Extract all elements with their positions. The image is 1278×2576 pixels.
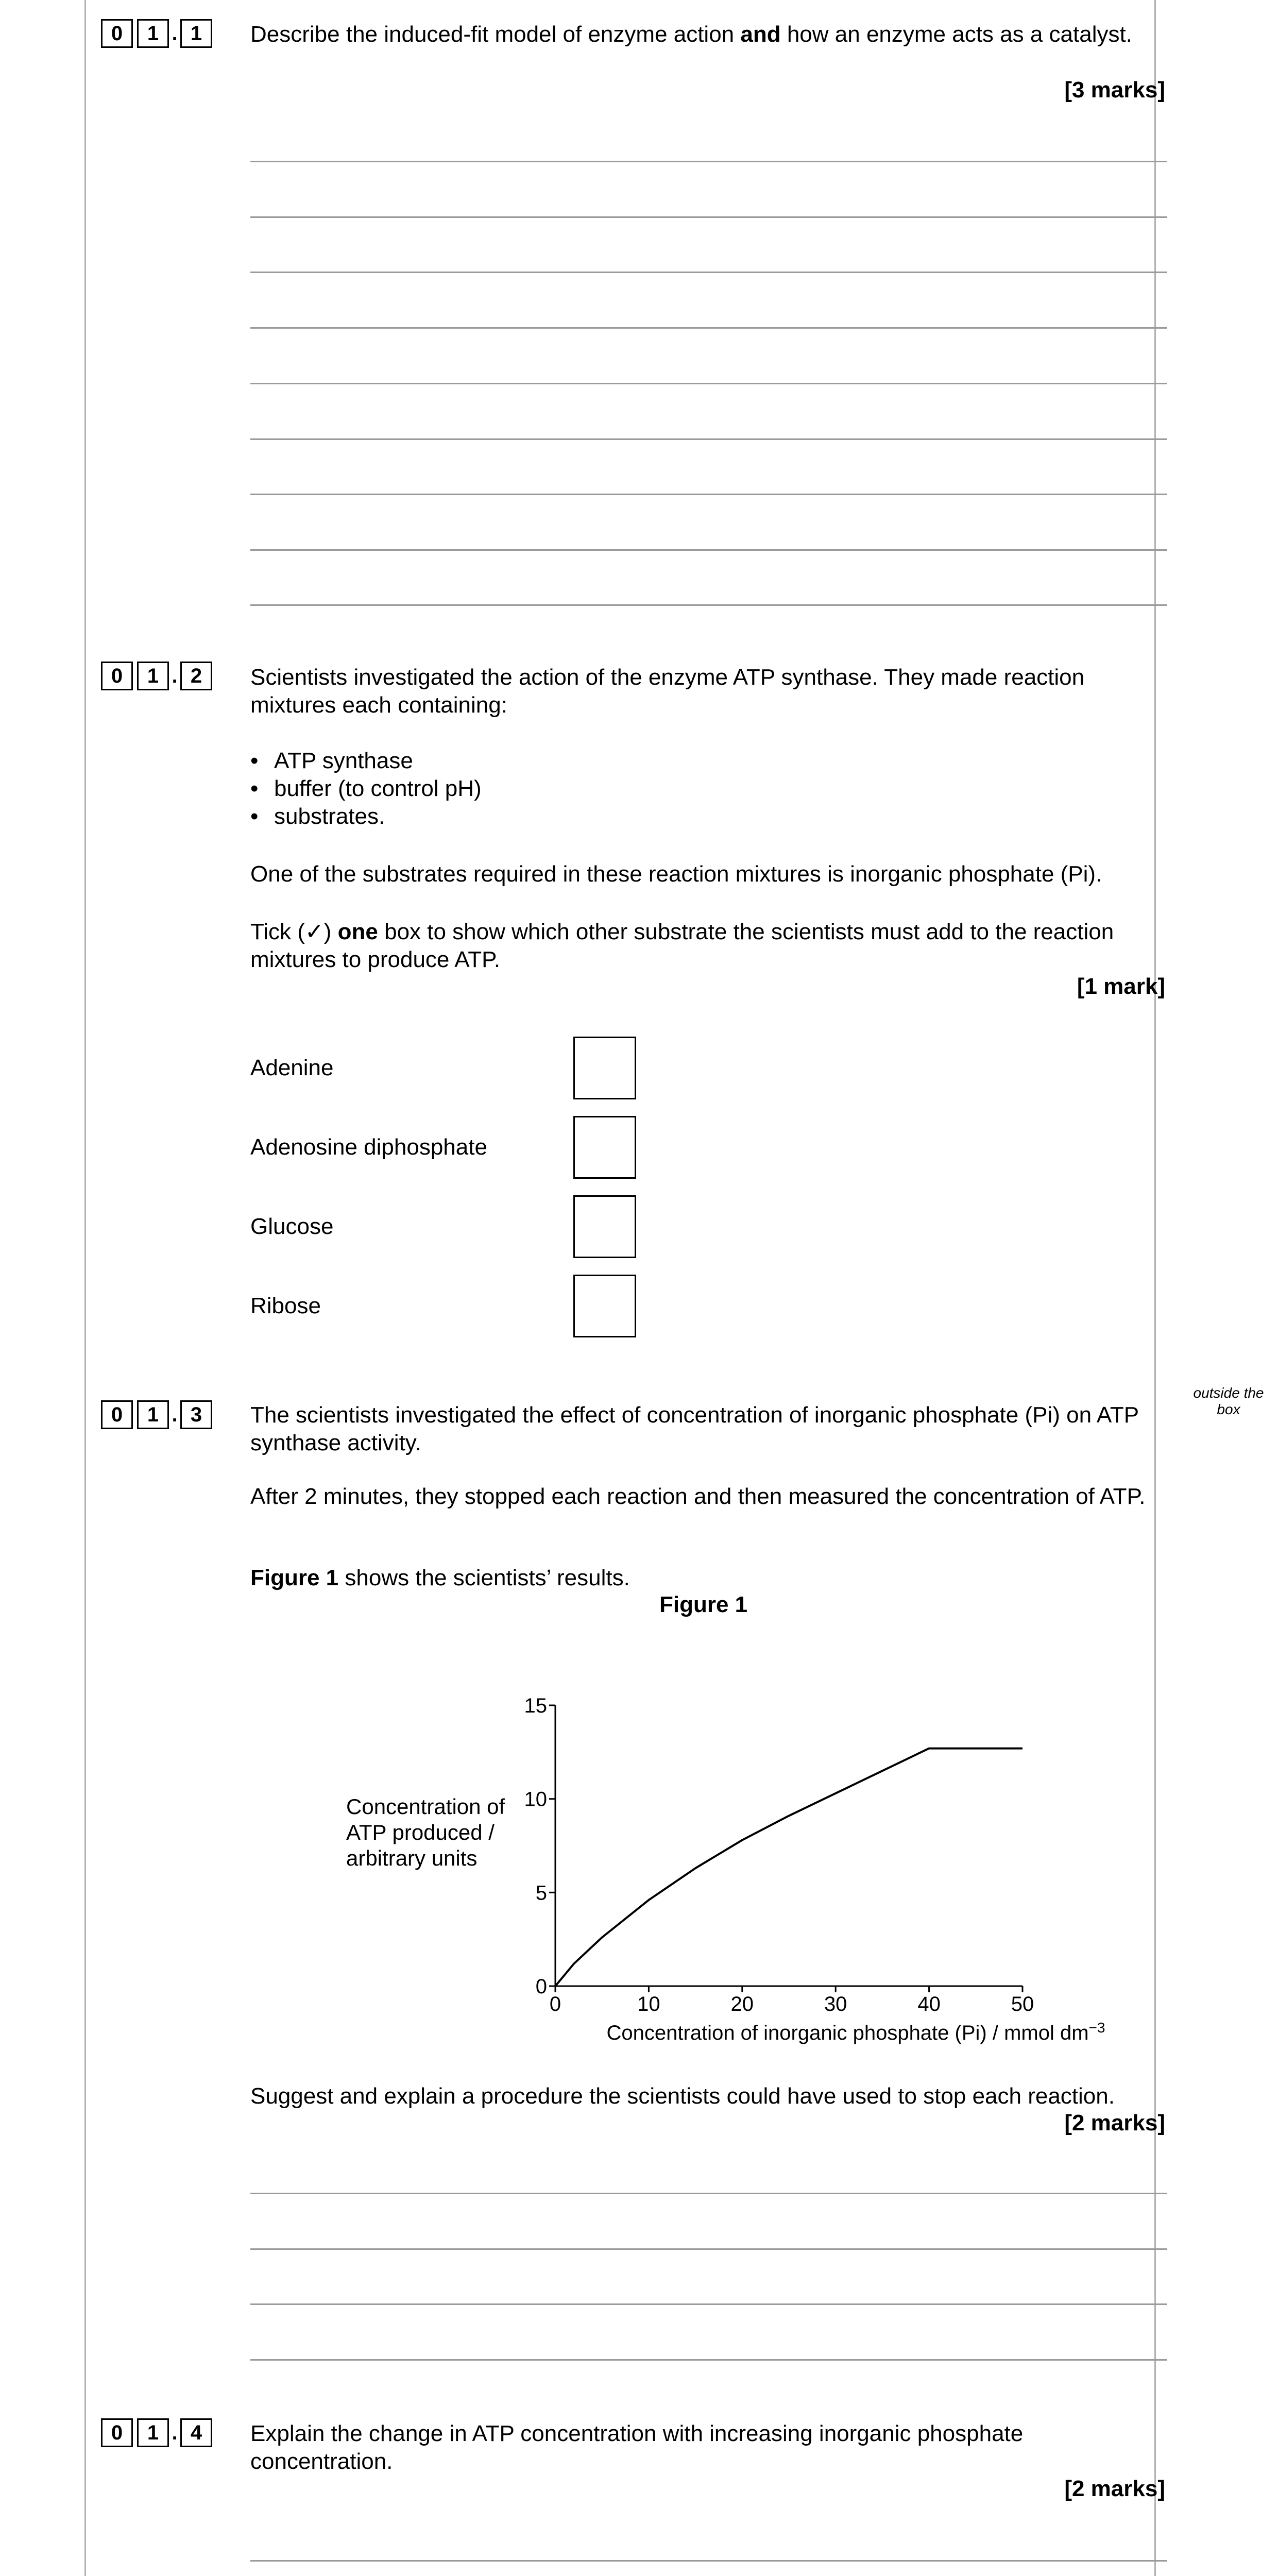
y-axis-label-line: ATP produced / (346, 1820, 495, 1844)
text-part: shows the scientists’ results. (338, 1565, 630, 1590)
question-digit: 0 (101, 1400, 133, 1429)
text-part: Tick (✓) (250, 919, 338, 944)
question-dot: . (172, 22, 178, 45)
question-01-3-intro: The scientists investigated the effect of concentration of inorganic phosphate (Pi) on ATP synthase activity. (250, 1402, 1139, 1455)
list-item: • ATP synthase (250, 747, 482, 775)
answer-line[interactable] (250, 2303, 1167, 2305)
question-digit: 1 (137, 2418, 169, 2447)
x-tick-label: 30 (824, 1993, 847, 2015)
y-axis-label-line: Concentration of (346, 1794, 505, 1819)
option-label-adenine: Adenine (250, 1055, 334, 1080)
question-01-2-para: One of the substrates required in these reaction mixtures is inorganic phosphate (Pi). (250, 861, 1102, 887)
question-number-01-4 (101, 2418, 212, 2447)
question-dot: . (172, 2421, 178, 2444)
option-label-adenosine-diphosphate: Adenosine diphosphate (250, 1134, 487, 1160)
figure-title: Figure 1 (659, 1592, 748, 1617)
answer-line[interactable] (250, 2193, 1167, 2194)
marks-01-4: [2 marks] (1064, 2476, 1165, 2501)
question-01-2-intro: Scientists investigated the action of the enzyme ATP synthase. They made reaction mixtures each containing: (250, 665, 1085, 718)
x-axis-label (607, 2020, 1105, 2044)
question-01-3-suggest: Suggest and explain a procedure the scientists could have used to stop each reaction. (250, 2083, 1115, 2109)
x-tick-label: 0 (549, 1993, 561, 2015)
x-tick-label: 10 (637, 1993, 660, 2015)
y-tick-label: 10 (524, 1788, 547, 1811)
option-label-ribose: Ribose (250, 1293, 321, 1318)
question-digit: 1 (137, 662, 169, 690)
x-tick-label: 40 (917, 1993, 941, 2015)
x-axis-label-text: Concentration of inorganic phosphate (Pi) / mmol dm (606, 2022, 1089, 2044)
x-tick-label: 50 (1011, 1993, 1034, 2015)
question-01-4-text: Explain the change in ATP concentration with increasing inorganic phosphate concentration. (250, 2421, 1024, 2474)
y-tick-label: 0 (535, 1975, 547, 1998)
question-digit: 4 (180, 2418, 212, 2447)
text-part: how an enzyme acts as a catalyst. (780, 22, 1132, 47)
y-axis-label-line: arbitrary units (346, 1846, 478, 1870)
marks-01-3: [2 marks] (1064, 2110, 1165, 2136)
text-part: box to show which other substrate the scientists must add to the reaction mixtures to produce ATP. (250, 919, 1114, 972)
answer-line[interactable] (250, 2248, 1167, 2250)
question-digit: 1 (137, 1400, 169, 1429)
question-digit: 0 (101, 19, 133, 48)
x-axis-label-superscript: −3 (1088, 2020, 1105, 2036)
list-item: • substrates. (250, 803, 482, 831)
marks-01-1: [3 marks] (1064, 77, 1165, 103)
question-digit: 2 (180, 662, 212, 690)
y-tick-label: 15 (524, 1694, 547, 1717)
question-digit: 3 (180, 1400, 212, 1429)
question-digit: 1 (137, 19, 169, 48)
answer-line[interactable] (250, 2359, 1167, 2361)
text-bold: one (337, 919, 378, 944)
text-part: Describe the induced-fit model of enzyme action (250, 22, 741, 47)
question-dot: . (172, 1403, 178, 1426)
question-digit: 0 (101, 2418, 133, 2447)
question-digit: 1 (180, 19, 212, 48)
marks-01-2: [1 mark] (1077, 974, 1165, 999)
question-01-3-para: After 2 minutes, they stopped each reaction and then measured the concentration of ATP. (250, 1484, 1146, 1509)
outside-the-box-note: outside the box (1193, 1385, 1264, 1417)
question-digit: 0 (101, 662, 133, 690)
question-dot: . (172, 664, 178, 687)
x-tick-label: 20 (730, 1993, 754, 2015)
answer-line[interactable] (250, 2560, 1167, 2562)
option-label-glucose: Glucose (250, 1214, 334, 1239)
list-item: • buffer (to control pH) (250, 775, 482, 803)
text-bold: Figure 1 (250, 1565, 339, 1590)
data-series-line (555, 1749, 1023, 1986)
y-tick-label: 5 (535, 1882, 547, 1905)
text-bold: and (740, 22, 781, 47)
